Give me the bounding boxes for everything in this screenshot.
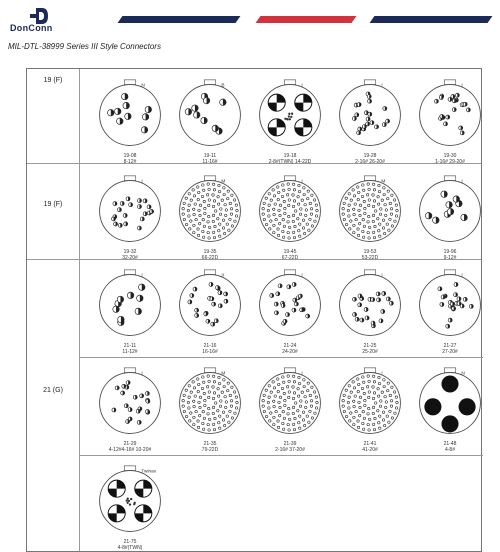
connector-code: 19-32 (123, 249, 137, 255)
connector-diagram (92, 173, 168, 249)
connector-code: 19-30 (443, 153, 457, 159)
connector-contacts: 32-20# (122, 255, 138, 261)
connector-cell (85, 173, 175, 261)
connector-diagram (92, 365, 168, 441)
connector-contacts: 4-8#(TWN) (117, 545, 143, 551)
header-stripe-navy-2 (370, 16, 493, 23)
connector-contacts: 79-22D (201, 447, 219, 453)
connector-code: 19-45 (283, 249, 297, 255)
connector-code: 21-11 (123, 343, 137, 349)
svg-text:Twinax: Twinax (141, 469, 157, 475)
connector-code: 19-11 (203, 153, 217, 159)
connector-code: 21-41 (363, 441, 377, 447)
row-divider (79, 357, 483, 358)
connector-code: 19-18 (283, 153, 297, 159)
connector-cell (245, 173, 335, 261)
connector-cell (85, 463, 175, 551)
connector-cell (405, 365, 495, 453)
connector-code: 21-75 (123, 539, 137, 545)
connector-code: 21-29 (123, 441, 137, 447)
svg-text:I: I (461, 83, 463, 89)
connector-contacts: 8-12# (123, 159, 137, 165)
connector-cell (165, 173, 255, 261)
connector-contacts: 27-20# (442, 349, 458, 355)
svg-text:II: II (221, 273, 225, 279)
connector-contacts: 1-16# 29-20# (435, 159, 465, 165)
connector-contacts: 2-16# 37-20# (275, 447, 305, 453)
connector-diagram (252, 267, 328, 343)
connector-code: 21-35 (203, 441, 217, 447)
connector-diagram (332, 267, 408, 343)
column-divider (79, 69, 80, 551)
row-label: 19 (F) (43, 201, 63, 208)
connector-diagram (332, 173, 408, 249)
connector-contacts: 67-22D (281, 255, 299, 261)
connector-cell (325, 365, 415, 453)
svg-text:M: M (221, 179, 226, 185)
connector-contacts: 11-16# (202, 159, 218, 165)
connector-diagram (92, 77, 168, 153)
connector-table (26, 68, 482, 552)
connector-code: 21-24 (283, 343, 297, 349)
connector-diagram (412, 173, 488, 249)
header-stripe-red (256, 16, 357, 23)
brand-name: DonConn (10, 23, 53, 33)
page-header (0, 0, 500, 50)
header-stripe-navy (118, 16, 241, 23)
connector-cell (405, 173, 495, 261)
connector-cell (405, 267, 495, 355)
connector-cell (85, 365, 175, 453)
svg-text:N: N (141, 83, 145, 89)
connector-code: 19-35 (203, 249, 217, 255)
connector-contacts: 24-20# (282, 349, 298, 355)
svg-text:N: N (461, 371, 465, 377)
connector-diagram (92, 463, 168, 539)
connector-diagram (172, 173, 248, 249)
svg-text:I: I (301, 83, 303, 89)
connector-contacts: 25-20# (362, 349, 378, 355)
connector-cell (405, 77, 495, 165)
connector-cell (85, 267, 175, 355)
connector-contacts: 9-12# (443, 255, 457, 261)
connector-cell (165, 365, 255, 453)
connector-diagram (412, 365, 488, 441)
svg-text:I: I (301, 371, 303, 377)
connector-contacts: 2-16# 26-20# (355, 159, 385, 165)
row-label: 19 (F) (43, 77, 63, 84)
connector-code: 19-08 (123, 153, 137, 159)
connector-contacts: 66-22D (201, 255, 219, 261)
svg-text:I: I (381, 273, 383, 279)
connector-diagram (172, 365, 248, 441)
connector-diagram (332, 365, 408, 441)
connector-cell (245, 267, 335, 355)
connector-diagram (412, 77, 488, 153)
connector-code: 21-48 (443, 441, 457, 447)
connector-diagram (252, 77, 328, 153)
document-title: MIL-DTL-38999 Series III Style Connectors (8, 42, 161, 51)
svg-text:I: I (301, 179, 303, 185)
svg-text:I: I (141, 273, 143, 279)
connector-contacts: 16-16# (202, 349, 218, 355)
connector-diagram (172, 77, 248, 153)
connector-diagram (172, 267, 248, 343)
connector-contacts: 2-8#(TWN) 14-22D (268, 159, 312, 165)
svg-text:I: I (461, 273, 463, 279)
svg-text:I: I (381, 83, 383, 89)
connector-code: 21-27 (443, 343, 457, 349)
connector-diagram (412, 267, 488, 343)
svg-text:B: B (221, 83, 225, 89)
svg-text:I: I (141, 371, 143, 377)
connector-diagram (252, 173, 328, 249)
connector-contacts: 11-12# (122, 349, 138, 355)
connector-code: 21-25 (363, 343, 377, 349)
connector-code: 19-96 (443, 249, 457, 255)
connector-contacts: 4-12#4-16# 10-20# (108, 447, 152, 453)
connector-code: 19-28 (363, 153, 377, 159)
svg-text:I: I (461, 179, 463, 185)
connector-cell (325, 173, 415, 261)
connector-code: 21-39 (283, 441, 297, 447)
svg-text:M: M (221, 371, 226, 377)
connector-diagram (252, 365, 328, 441)
connector-code: 19-53 (363, 249, 377, 255)
connector-contacts: 53-22D (361, 255, 379, 261)
connector-diagram (92, 267, 168, 343)
svg-text:I: I (301, 273, 303, 279)
svg-text:M: M (381, 179, 386, 185)
connector-cell (245, 365, 335, 453)
connector-code: 21-16 (203, 343, 217, 349)
connector-cell (165, 267, 255, 355)
svg-text:I: I (141, 179, 143, 185)
svg-text:I: I (381, 371, 383, 377)
connector-cell (325, 77, 415, 165)
connector-cell (85, 77, 175, 165)
connector-contacts: 41-20# (362, 447, 378, 453)
connector-cell (325, 267, 415, 355)
connector-diagram (332, 77, 408, 153)
row-label: 21 (G) (43, 387, 63, 394)
connector-contacts: 4-8# (444, 447, 455, 453)
connector-cell (165, 77, 255, 165)
row-divider (79, 455, 483, 456)
connector-cell (245, 77, 335, 165)
